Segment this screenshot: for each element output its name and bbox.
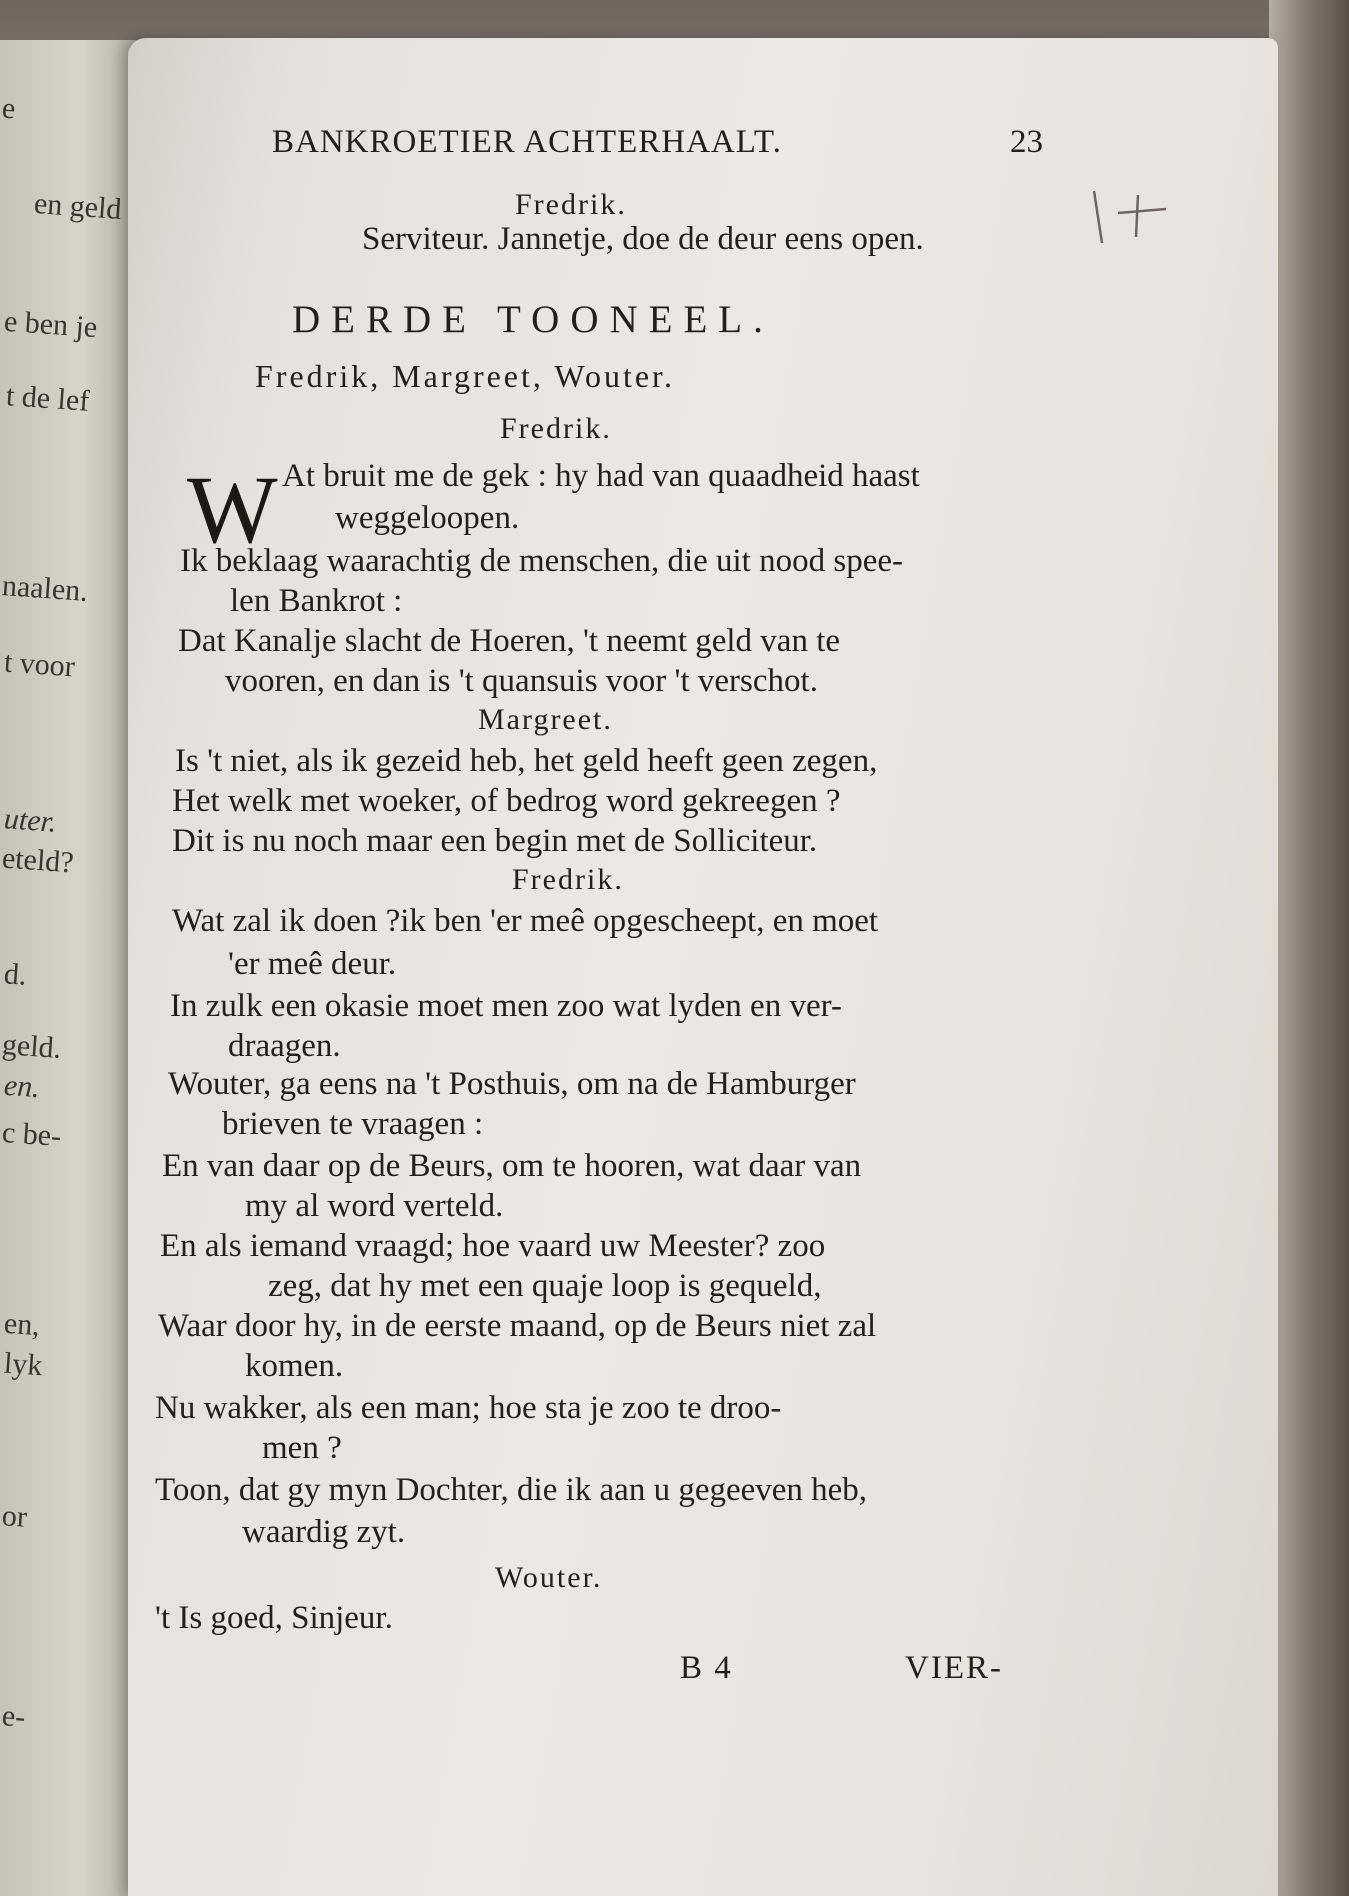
dialogue-line: Dat Kanalje slacht de Hoeren, 't neemt geld van te [178, 623, 841, 659]
left-fragment: geld. [0, 1027, 63, 1066]
dialogue-line: 'er meê deur. [228, 946, 397, 982]
left-fragment: naalen. [0, 569, 89, 608]
running-head: BANKROETIER ACHTERHAALT. [272, 124, 782, 160]
left-fragment: en. [2, 1068, 41, 1105]
dialogue-line: 't Is goed, Sinjeur. [155, 1600, 393, 1636]
dialogue-line: brieven te vraagen : [222, 1106, 484, 1142]
left-fragment: t de lef [4, 379, 91, 418]
dialogue-line: Wouter, ga eens na 't Posthuis, om na de Hamburger [168, 1066, 856, 1102]
pencil-mark-icon [1090, 185, 1180, 245]
cast-list: Fredrik, Margreet, Wouter. [255, 358, 675, 394]
dialogue-line: Toon, dat gy myn Dochter, die ik aan u gegeeven heb, [155, 1472, 868, 1508]
dialogue-line: weggeloopen. [335, 500, 520, 536]
speaker-name: Margreet. [478, 703, 613, 736]
left-fragment: e [0, 91, 17, 126]
left-fragment: lyk [2, 1346, 44, 1383]
dialogue-line: Is 't niet, als ik gezeid heb, het geld heeft geen zegen, [175, 743, 878, 779]
dialogue-line: En van daar op de Beurs, om te hooren, wat daar van [162, 1148, 862, 1184]
dialogue-line: vooren, en dan is 't quansuis voor 't verschot. [225, 663, 818, 699]
dialogue-line: zeg, dat hy met een quaje loop is gequeld, [268, 1268, 822, 1304]
dialogue-line: Dit is nu noch maar een begin met de Solliciteur. [172, 823, 818, 859]
left-fragment: en geld [32, 186, 123, 227]
left-fragment: e- [0, 1699, 27, 1734]
dialogue-line: draagen. [228, 1028, 341, 1064]
left-fragment: eteld? [0, 841, 75, 880]
scene-title: DERDE TOONEEL. [292, 298, 774, 341]
catchword: VIER- [905, 1650, 1003, 1686]
dialogue-line: men ? [262, 1430, 342, 1466]
left-fragment: e ben je [2, 304, 99, 345]
dialogue-line: Waar door hy, in de eerste maand, op de Beurs niet zal [158, 1308, 877, 1344]
speaker-name: Fredrik. [512, 863, 624, 896]
dialogue-line: len Bankrot : [230, 583, 403, 619]
speaker-name: Wouter. [495, 1561, 603, 1594]
left-fragment: c be- [0, 1115, 63, 1154]
dialogue-line: Wat zal ik doen ?ik ben 'er meê opgescheept, en moet [172, 903, 879, 939]
left-fragment: d. [2, 957, 28, 992]
page-number: 23 [1010, 124, 1043, 160]
dialogue-line: Het welk met woeker, of bedrog word gekreegen ? [172, 783, 841, 819]
dialogue-line: In zulk een okasie moet men zoo wat lyden en ver- [170, 988, 842, 1024]
dialogue-line: Serviteur. Jannetje, doe de deur eens open. [362, 221, 924, 257]
dialogue-line: En als iemand vraagd; hoe vaard uw Meester? zoo [160, 1228, 826, 1264]
left-fragment: or [0, 1499, 29, 1534]
dialogue-line: my al word verteld. [245, 1188, 504, 1224]
signature-mark: B 4 [680, 1650, 733, 1686]
speaker-name: Fredrik. [515, 188, 627, 221]
dialogue-line: At bruit me de gek : hy had van quaadheid haast [282, 458, 920, 494]
dialogue-line: Nu wakker, als een man; hoe sta je zoo te droo- [155, 1390, 782, 1426]
speaker-name: Fredrik. [500, 412, 612, 445]
dialogue-line: Ik beklaag waarachtig de menschen, die uit nood spee- [180, 543, 903, 579]
left-fragment: uter. [2, 802, 58, 839]
dialogue-line: komen. [245, 1348, 344, 1384]
page-stack-edge [1269, 0, 1349, 1896]
left-fragment: t voor [2, 645, 76, 684]
drop-cap: W [187, 456, 278, 563]
dialogue-line: waardig zyt. [242, 1514, 406, 1550]
left-fragment: en, [2, 1306, 41, 1343]
